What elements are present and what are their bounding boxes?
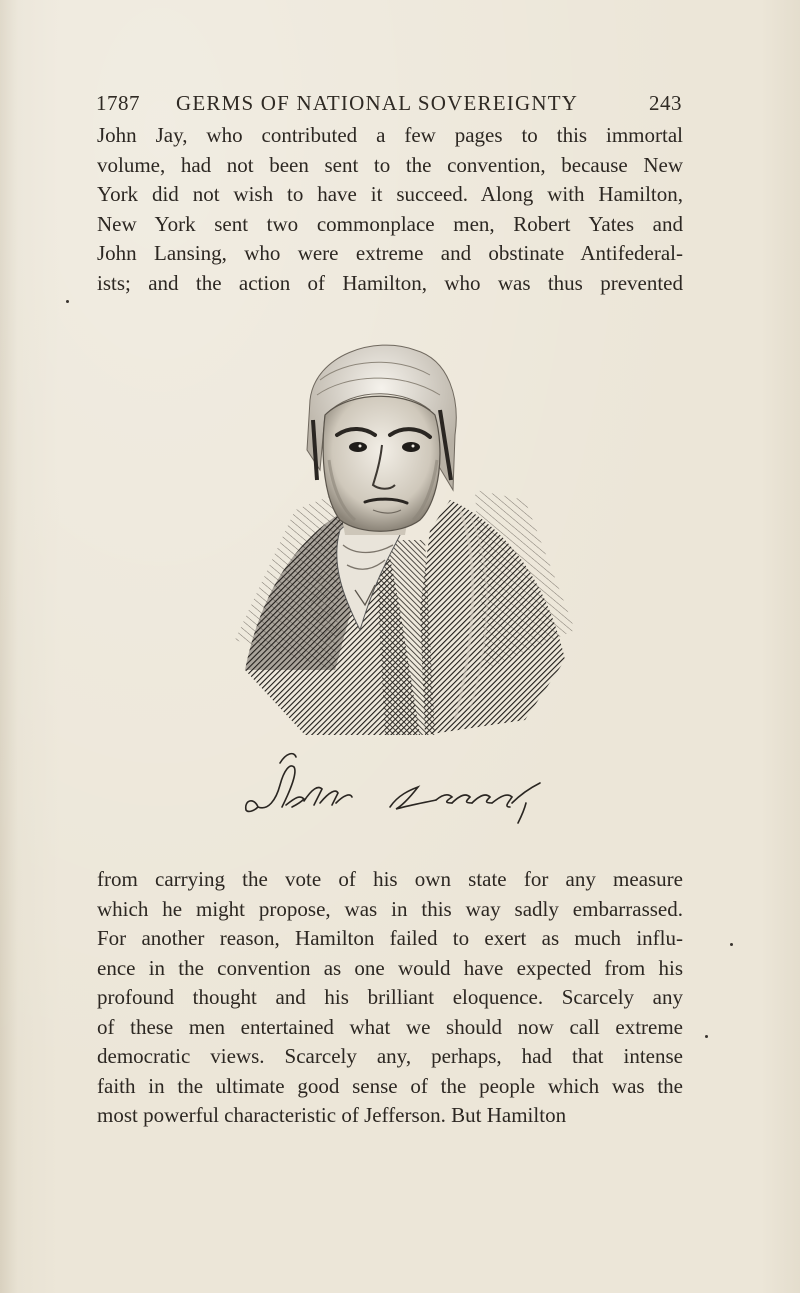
text-line: New York sent two commonplace men, Robert Yates and xyxy=(97,211,683,236)
page-number: 243 xyxy=(649,91,682,115)
text-line: John Jay, who contributed a few pages to this immortal xyxy=(97,123,683,147)
text-line: profound thought and his brilliant eloquence. Scarcely any xyxy=(97,985,683,1009)
text-line: ence in the convention as one would have expected from his xyxy=(97,955,683,980)
text-line: faith in the ultimate good sense of the people which was the xyxy=(97,1073,683,1098)
text-line: democratic views. Scarcely any, perhaps, had that intense xyxy=(97,1044,683,1068)
print-speck xyxy=(730,943,733,946)
text-line: York did not wish to have it succeed. Along with Hamilton, xyxy=(97,182,683,206)
text-line: volume, had not been sent to the convention, because New xyxy=(97,152,683,177)
text-line: For another reason, Hamilton failed to exert as much influ- xyxy=(97,926,683,950)
print-speck xyxy=(705,1035,708,1038)
text-line: most powerful characteristic of Jefferson. But Hamilton xyxy=(97,1103,567,1127)
text-line: which he might propose, was in this way sadly embarrassed. xyxy=(97,896,683,921)
text-line: from carrying the vote of his own state for any measure xyxy=(97,867,683,891)
running-head-title: GERMS OF NATIONAL SOVEREIGNTY xyxy=(176,91,579,115)
text-line: John Lansing, who were extreme and obstinate Antifederal- xyxy=(97,241,683,265)
bottom-paragraph xyxy=(97,865,683,1131)
top-paragraph xyxy=(97,121,683,298)
text-line: of these men entertained what we should now call extreme xyxy=(97,1014,683,1039)
text-line: ists; and the action of Hamilton, who was thus prevented xyxy=(97,270,683,295)
signature-icon xyxy=(240,745,570,825)
portrait-engraving xyxy=(225,340,585,740)
print-speck xyxy=(66,300,69,303)
running-head-year: 1787 xyxy=(96,91,140,115)
running-head xyxy=(96,91,682,117)
